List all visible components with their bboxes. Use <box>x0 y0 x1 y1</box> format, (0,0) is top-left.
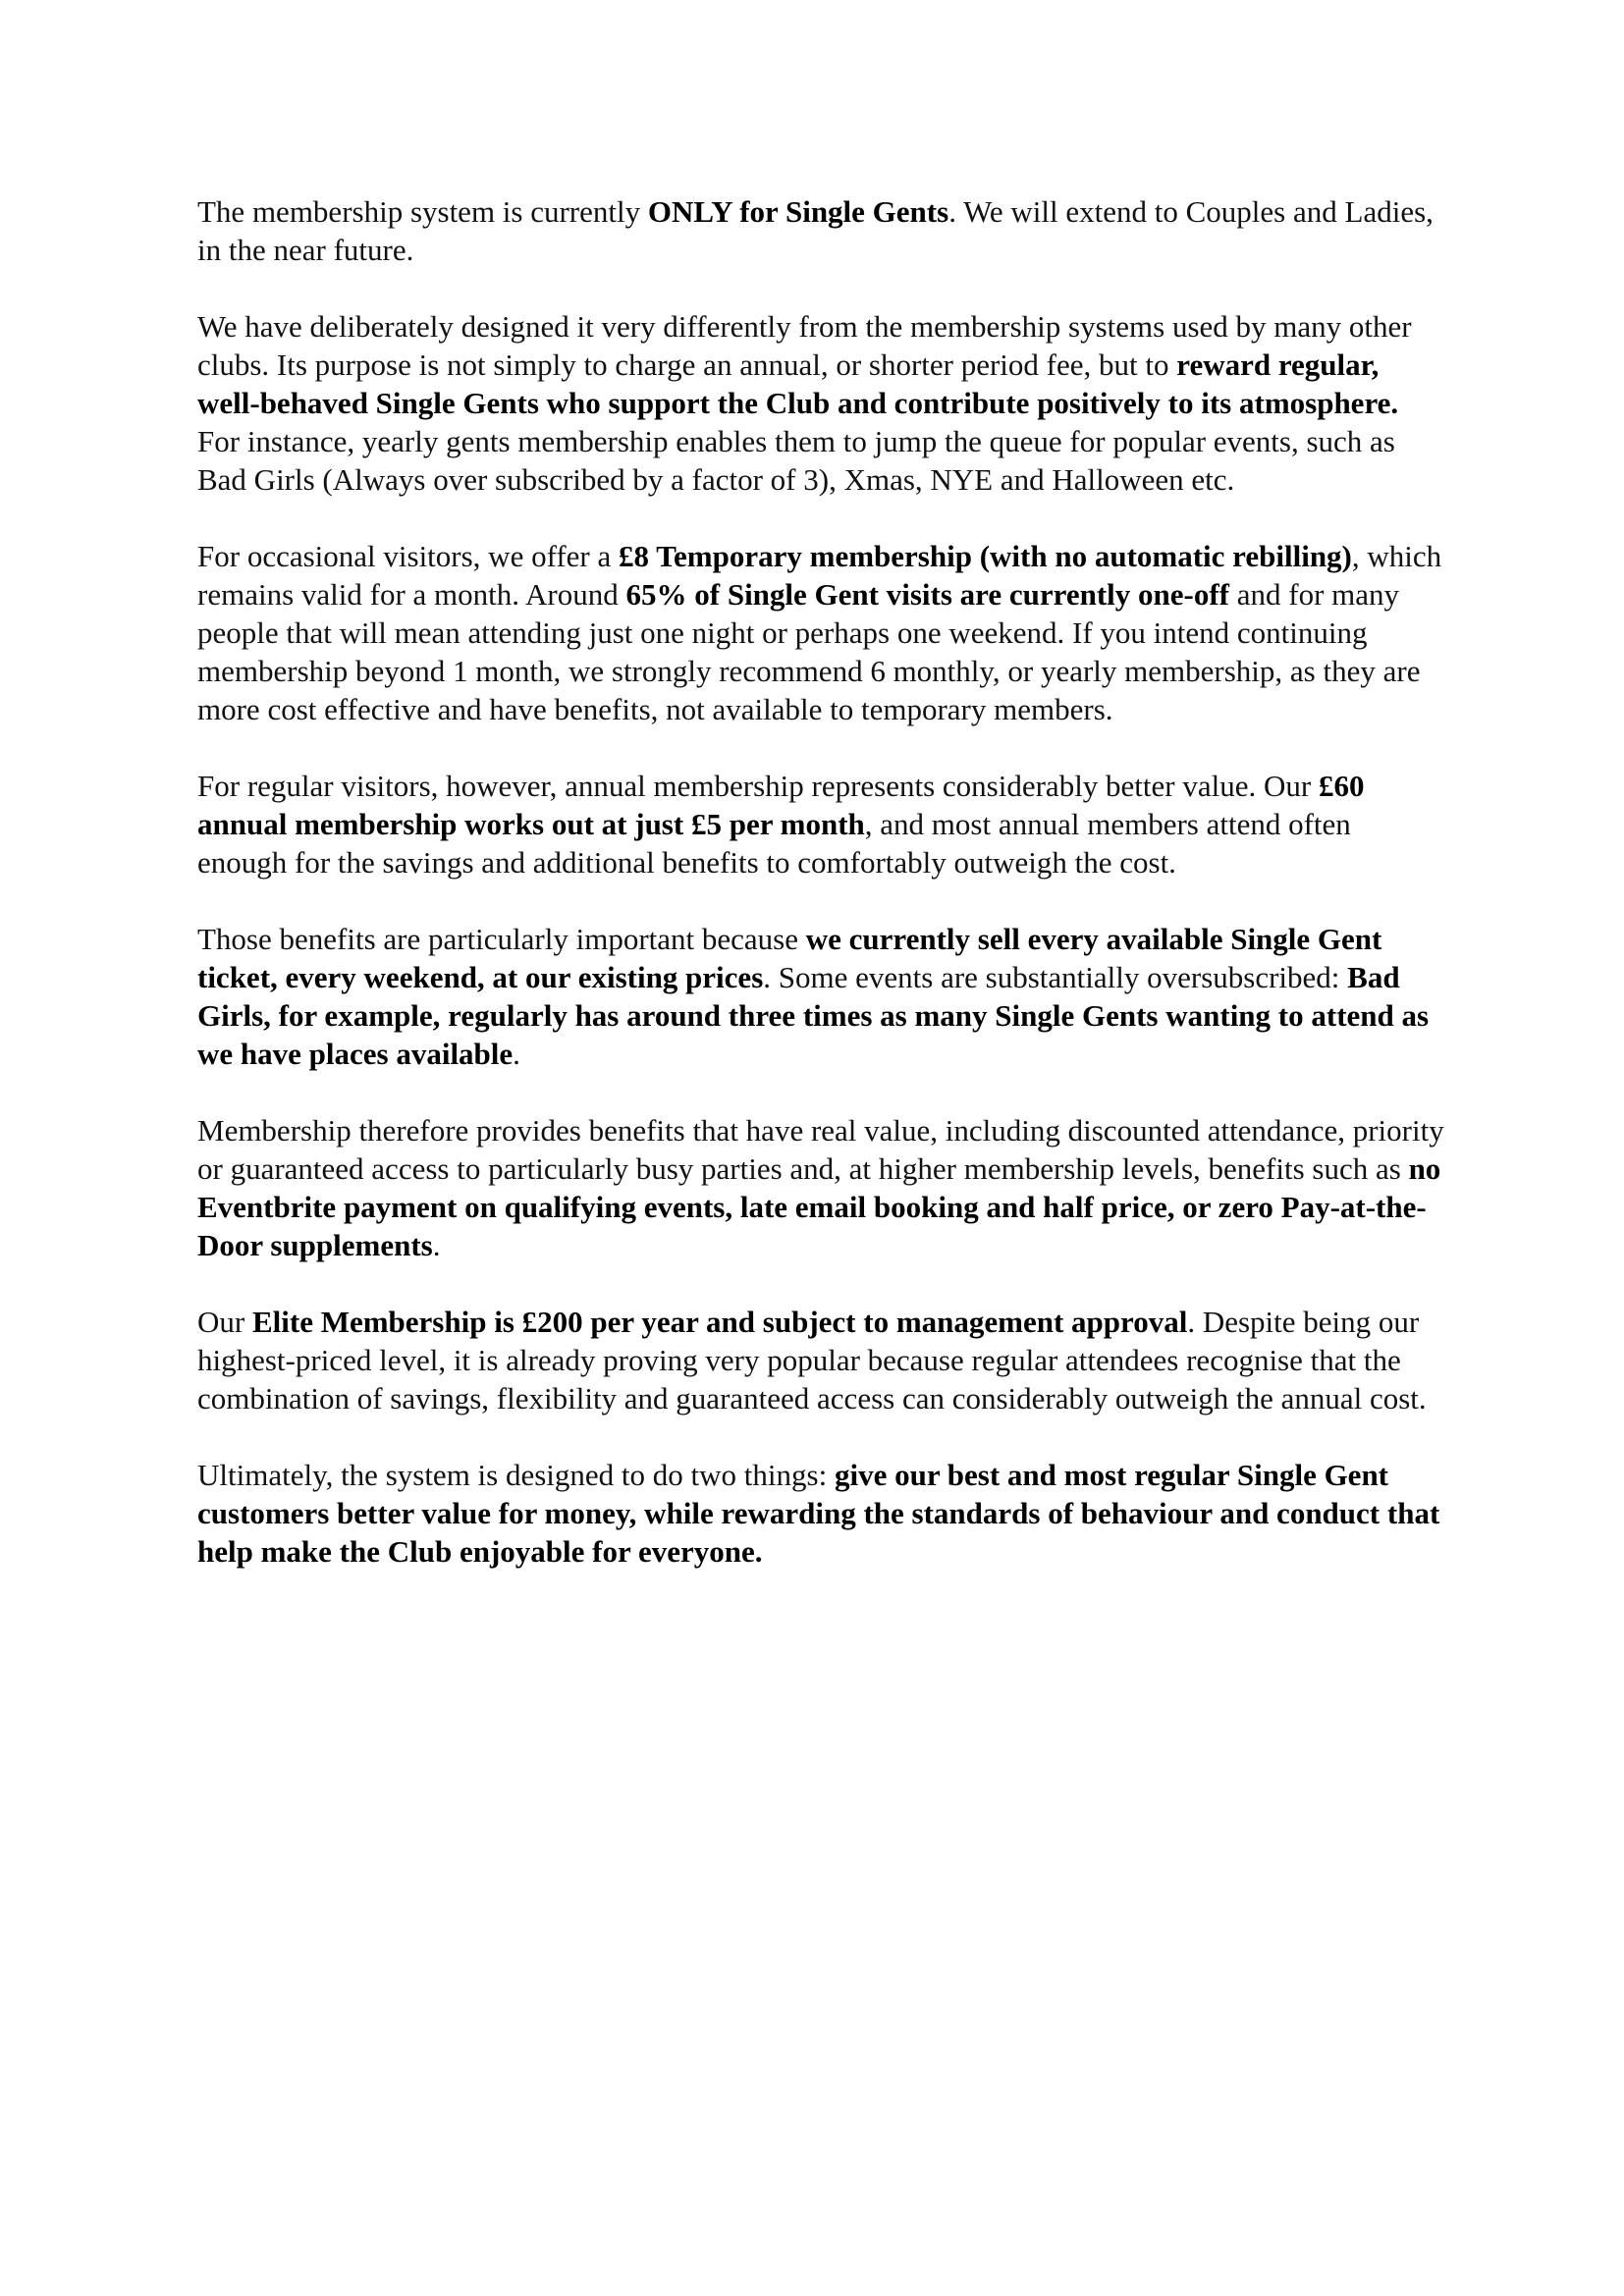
text-run: We have deliberately designed it very differently from the membership systems used by many other clubs. Its purpose is not simply to charge an annual, or shorter period fee, but to <box>197 309 1412 382</box>
text-run: For regular visitors, however, annual membership represents considerably better value. Our <box>197 769 1319 803</box>
text-run: For instance, yearly gents membership enables them to jump the queue for popular events, such as Bad Girls (Always over subscribed by a factor of 3), Xmas, NYE and Halloween etc. <box>197 424 1395 497</box>
paragraph-elite-membership <box>197 1303 1444 1417</box>
text-run: Those benefits are particularly important because <box>197 922 806 956</box>
bold-text-run: 65% of Single Gent visits are currently one-off <box>625 577 1229 612</box>
text-run: and for many people that will mean attending just one night or perhaps one weekend. If you intend continuing membership beyond 1 month, we strongly recommend 6 monthly, or yearly membership, as they are more cost effective and have benefits, not available to temporary members. <box>197 577 1421 726</box>
text-run: . We will extend to Couples and Ladies, in the near future. <box>197 194 1434 267</box>
paragraph-membership-scope <box>197 192 1444 269</box>
paragraph-conclusion <box>197 1456 1444 1571</box>
text-run: . Some events are substantially oversubscribed: <box>763 960 1348 994</box>
text-run: Membership therefore provides benefits that have real value, including discounted attendance, priority or guaranteed access to particularly busy parties and, at higher membership levels, benefits such as <box>197 1113 1444 1186</box>
paragraph-design-purpose <box>197 307 1444 499</box>
bold-text-run: Bad Girls, for example, regularly has around three times as many Single Gents wanting to attend as we have places available <box>197 960 1430 1071</box>
text-run: For occasional visitors, we offer a <box>197 539 620 573</box>
text-run: . Despite being our highest-priced level, it is already proving very popular because regular attendees recognise that the combination of savings, flexibility and guaranteed access can considerably outweigh the annual cost. <box>197 1305 1427 1415</box>
text-run: , which remains valid for a month. Around <box>197 539 1442 612</box>
paragraph-annual-membership <box>197 767 1444 881</box>
bold-text-run: give our best and most regular Single Gent customers better value for money, while rewarding the standards of behaviour and conduct that help make the Club enjoyable for everyone. <box>197 1458 1440 1569</box>
paragraph-ticket-demand <box>197 920 1444 1073</box>
text-run: The membership system is currently <box>197 194 648 229</box>
bold-text-run: ONLY for Single Gents <box>647 194 949 229</box>
paragraph-temporary-membership <box>197 537 1444 728</box>
text-run: . <box>513 1037 520 1071</box>
bold-text-run: £60 annual membership works out at just £5 per month <box>197 769 1365 841</box>
bold-text-run: no Eventbrite payment on qualifying events, late email booking and half price, or zero Pay-at-the-Door supplements <box>197 1151 1441 1262</box>
bold-text-run: reward regular, well-behaved Single Gents who support the Club and contribute positively to its atmosphere. <box>197 347 1399 420</box>
bold-text-run: Elite Membership is £200 per year and subject to management approval <box>251 1305 1188 1339</box>
text-run: Ultimately, the system is designed to do two things: <box>197 1458 835 1492</box>
text-run: . <box>432 1228 441 1262</box>
bold-text-run: we currently sell every available Single Gent ticket, every weekend, at our existing prices <box>197 922 1382 994</box>
document-body <box>197 192 1444 1609</box>
text-run: , and most annual members attend often enough for the savings and additional benefits to comfortably outweigh the cost. <box>197 807 1351 880</box>
bold-text-run: £8 Temporary membership (with no automatic rebilling) <box>619 539 1352 573</box>
text-run: Our <box>197 1305 252 1339</box>
paragraph-membership-benefits <box>197 1111 1444 1264</box>
